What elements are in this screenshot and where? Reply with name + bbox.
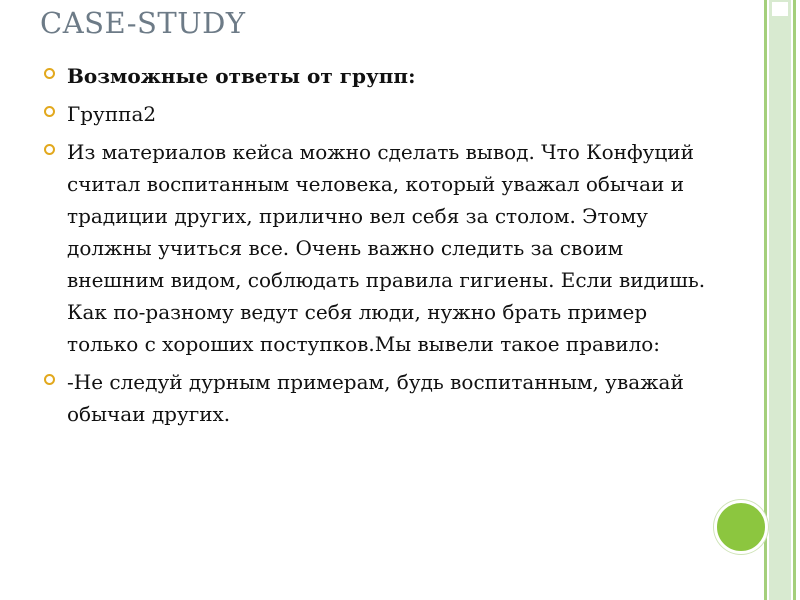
right-border-line-right bbox=[793, 0, 796, 600]
bullet-text-group2: Группа2 bbox=[67, 102, 157, 126]
bullet-circle-icon bbox=[44, 68, 55, 79]
bullet-item bbox=[44, 60, 724, 92]
bullet-item bbox=[44, 98, 724, 130]
corner-square bbox=[772, 2, 788, 16]
bullet-circle-icon bbox=[44, 106, 55, 117]
bullet-circle-icon bbox=[44, 374, 55, 385]
slide-title: CASE-STUDY bbox=[40, 6, 246, 40]
bullet-item bbox=[44, 136, 724, 360]
green-circle-decoration bbox=[714, 500, 768, 554]
bullet-circle-icon bbox=[44, 144, 55, 155]
bullet-text-groups-heading: Возможные ответы от групп: bbox=[67, 64, 416, 88]
right-border-band bbox=[769, 0, 791, 600]
bullet-text-conclusion: Из материалов кейса можно сделать вывод. Что Конфуций считал воспитанным человека, который уважал обычаи и традиции других, прилично вел себя за столом. Этому должны учиться все. Очень важно следить за своим внешним видом, соблюдать правила гигиены. Если видишь. Как по-разному ведут себя люди, нужно брать пример только с хороших поступков.Мы вывели такое правило: bbox=[67, 140, 706, 356]
bullet-item bbox=[44, 366, 724, 430]
bullet-text-rule: -Не следуй дурным примерам, будь воспитанным, уважай обычаи других. bbox=[67, 370, 684, 426]
right-border-line-left bbox=[764, 0, 767, 600]
bullet-list bbox=[44, 60, 724, 430]
